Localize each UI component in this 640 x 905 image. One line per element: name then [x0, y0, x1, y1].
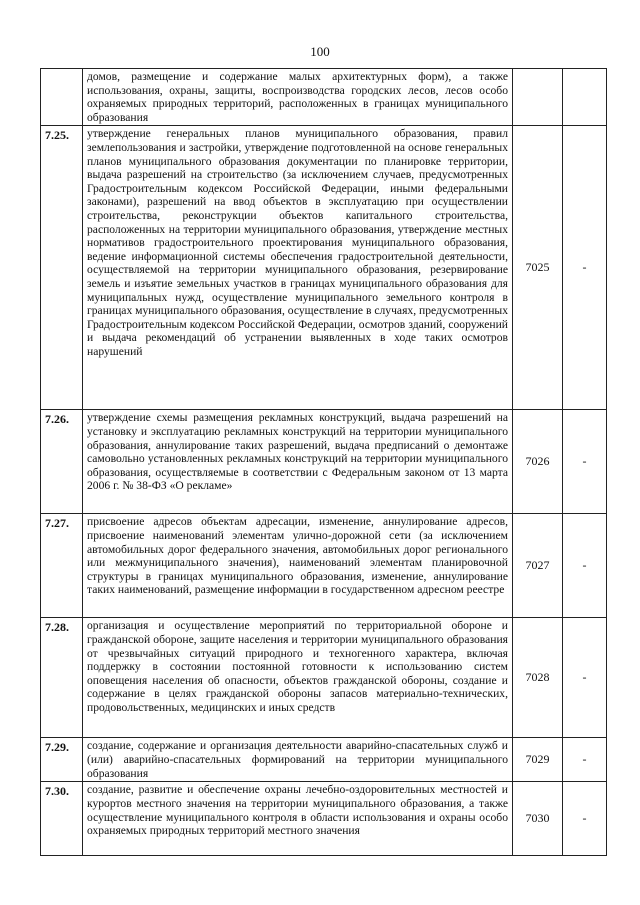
table-row — [41, 126, 607, 410]
row-mark: - — [563, 514, 607, 618]
row-mark — [563, 69, 607, 126]
row-mark: - — [563, 738, 607, 782]
row-text: создание, развитие и обеспечение охраны лечебно-оздоровительных местностей и курортов местного значения на территории муниципального образования, а также осуществление муниципального контроля в области использования и охраны особо охраняемых природных территорий местного значения — [83, 782, 513, 856]
row-text: утверждение генеральных планов муниципального образования, правил землепользования и застройки, утверждение подготовленной на основе генеральных планов муниципального образования документации по планировке территории, выдача разрешений на строительство (за исключением случаев, предусмотренных Градостроительным кодексом Российской Федерации, иными федеральными законами), разрешений на ввод объектов в эксплуатацию при осуществлении строительства, реконструкции объектов капитального строительства, расположенных на территории муниципального образования, утверждение местных нормативов градостроительного проектирования муниципального образования, ведение информационной системы обеспечения градостроительной деятельности, осуществляемой на территории муниципального образования, резервирование земель и изъятие земельных участков в границах муниципального образования для муниципальных нужд, осуществление муниципального земельного контроля в границах муниципального образования, осуществление в случаях, предусмотренных Градостроительным кодексом Российской Федерации, осмотров зданий, сооружений и выдача рекомендаций об устранении выявленных в ходе таких осмотров нарушений — [83, 126, 513, 410]
row-number: 7.27. — [41, 514, 83, 618]
functions-table — [40, 68, 607, 856]
row-number — [41, 69, 83, 126]
table-row — [41, 410, 607, 514]
row-number: 7.30. — [41, 782, 83, 856]
row-code: 7026 — [513, 410, 563, 514]
row-text: домов, размещение и содержание малых архитектурных форм), а также использования, охраны, защиты, воспроизводства городских лесов, лесов особо охраняемых природных территорий, расположенных в границах муниципального образования — [83, 69, 513, 126]
table-row — [41, 738, 607, 782]
row-mark: - — [563, 618, 607, 738]
row-code — [513, 69, 563, 126]
table-row — [41, 514, 607, 618]
row-mark: - — [563, 782, 607, 856]
row-text: утверждение схемы размещения рекламных конструкций, выдача разрешений на установку и эксплуатацию рекламных конструкций на территории муниципального образования, аннулирование таких разрешений, выдача предписаний о демонтаже самовольно установленных рекламных конструкций на территории муниципального образования, осуществляемые в соответствии с Федеральным законом от 13 марта 2006 г. № 38-ФЗ «О рекламе» — [83, 410, 513, 514]
row-number: 7.29. — [41, 738, 83, 782]
row-number: 7.26. — [41, 410, 83, 514]
row-code: 7028 — [513, 618, 563, 738]
row-number: 7.28. — [41, 618, 83, 738]
page-number: 100 — [310, 44, 330, 59]
row-mark: - — [563, 126, 607, 410]
table-row — [41, 782, 607, 856]
row-code: 7027 — [513, 514, 563, 618]
row-text: присвоение адресов объектам адресации, изменение, аннулирование адресов, присвоение наименований элементам улично-дорожной сети (за исключением автомобильных дорог федерального значения, автомобильных дорог регионального или межмуниципального значения), наименований элементам планировочной структуры в границах муниципального образования, изменение, аннулирование таких наименований, размещение информации в государственном адресном реестре — [83, 514, 513, 618]
table-row — [41, 69, 607, 126]
table-row — [41, 618, 607, 738]
row-text: организация и осуществление мероприятий по территориальной обороне и гражданской обороне, защите населения и территории муниципального образования от чрезвычайных ситуаций природного и техногенного характера, включая поддержку в состоянии постоянной готовности к использованию систем оповещения населения об опасности, объектов гражданской обороны, создание и содержание в целях гражданской обороны запасов материально-технических, продовольственных, медицинских и иных средств — [83, 618, 513, 738]
row-code: 7030 — [513, 782, 563, 856]
row-text: создание, содержание и организация деятельности аварийно-спасательных служб и (или) аварийно-спасательных формирований на территории муниципального образования — [83, 738, 513, 782]
row-number: 7.25. — [41, 126, 83, 410]
row-mark: - — [563, 410, 607, 514]
row-code: 7025 — [513, 126, 563, 410]
row-code: 7029 — [513, 738, 563, 782]
